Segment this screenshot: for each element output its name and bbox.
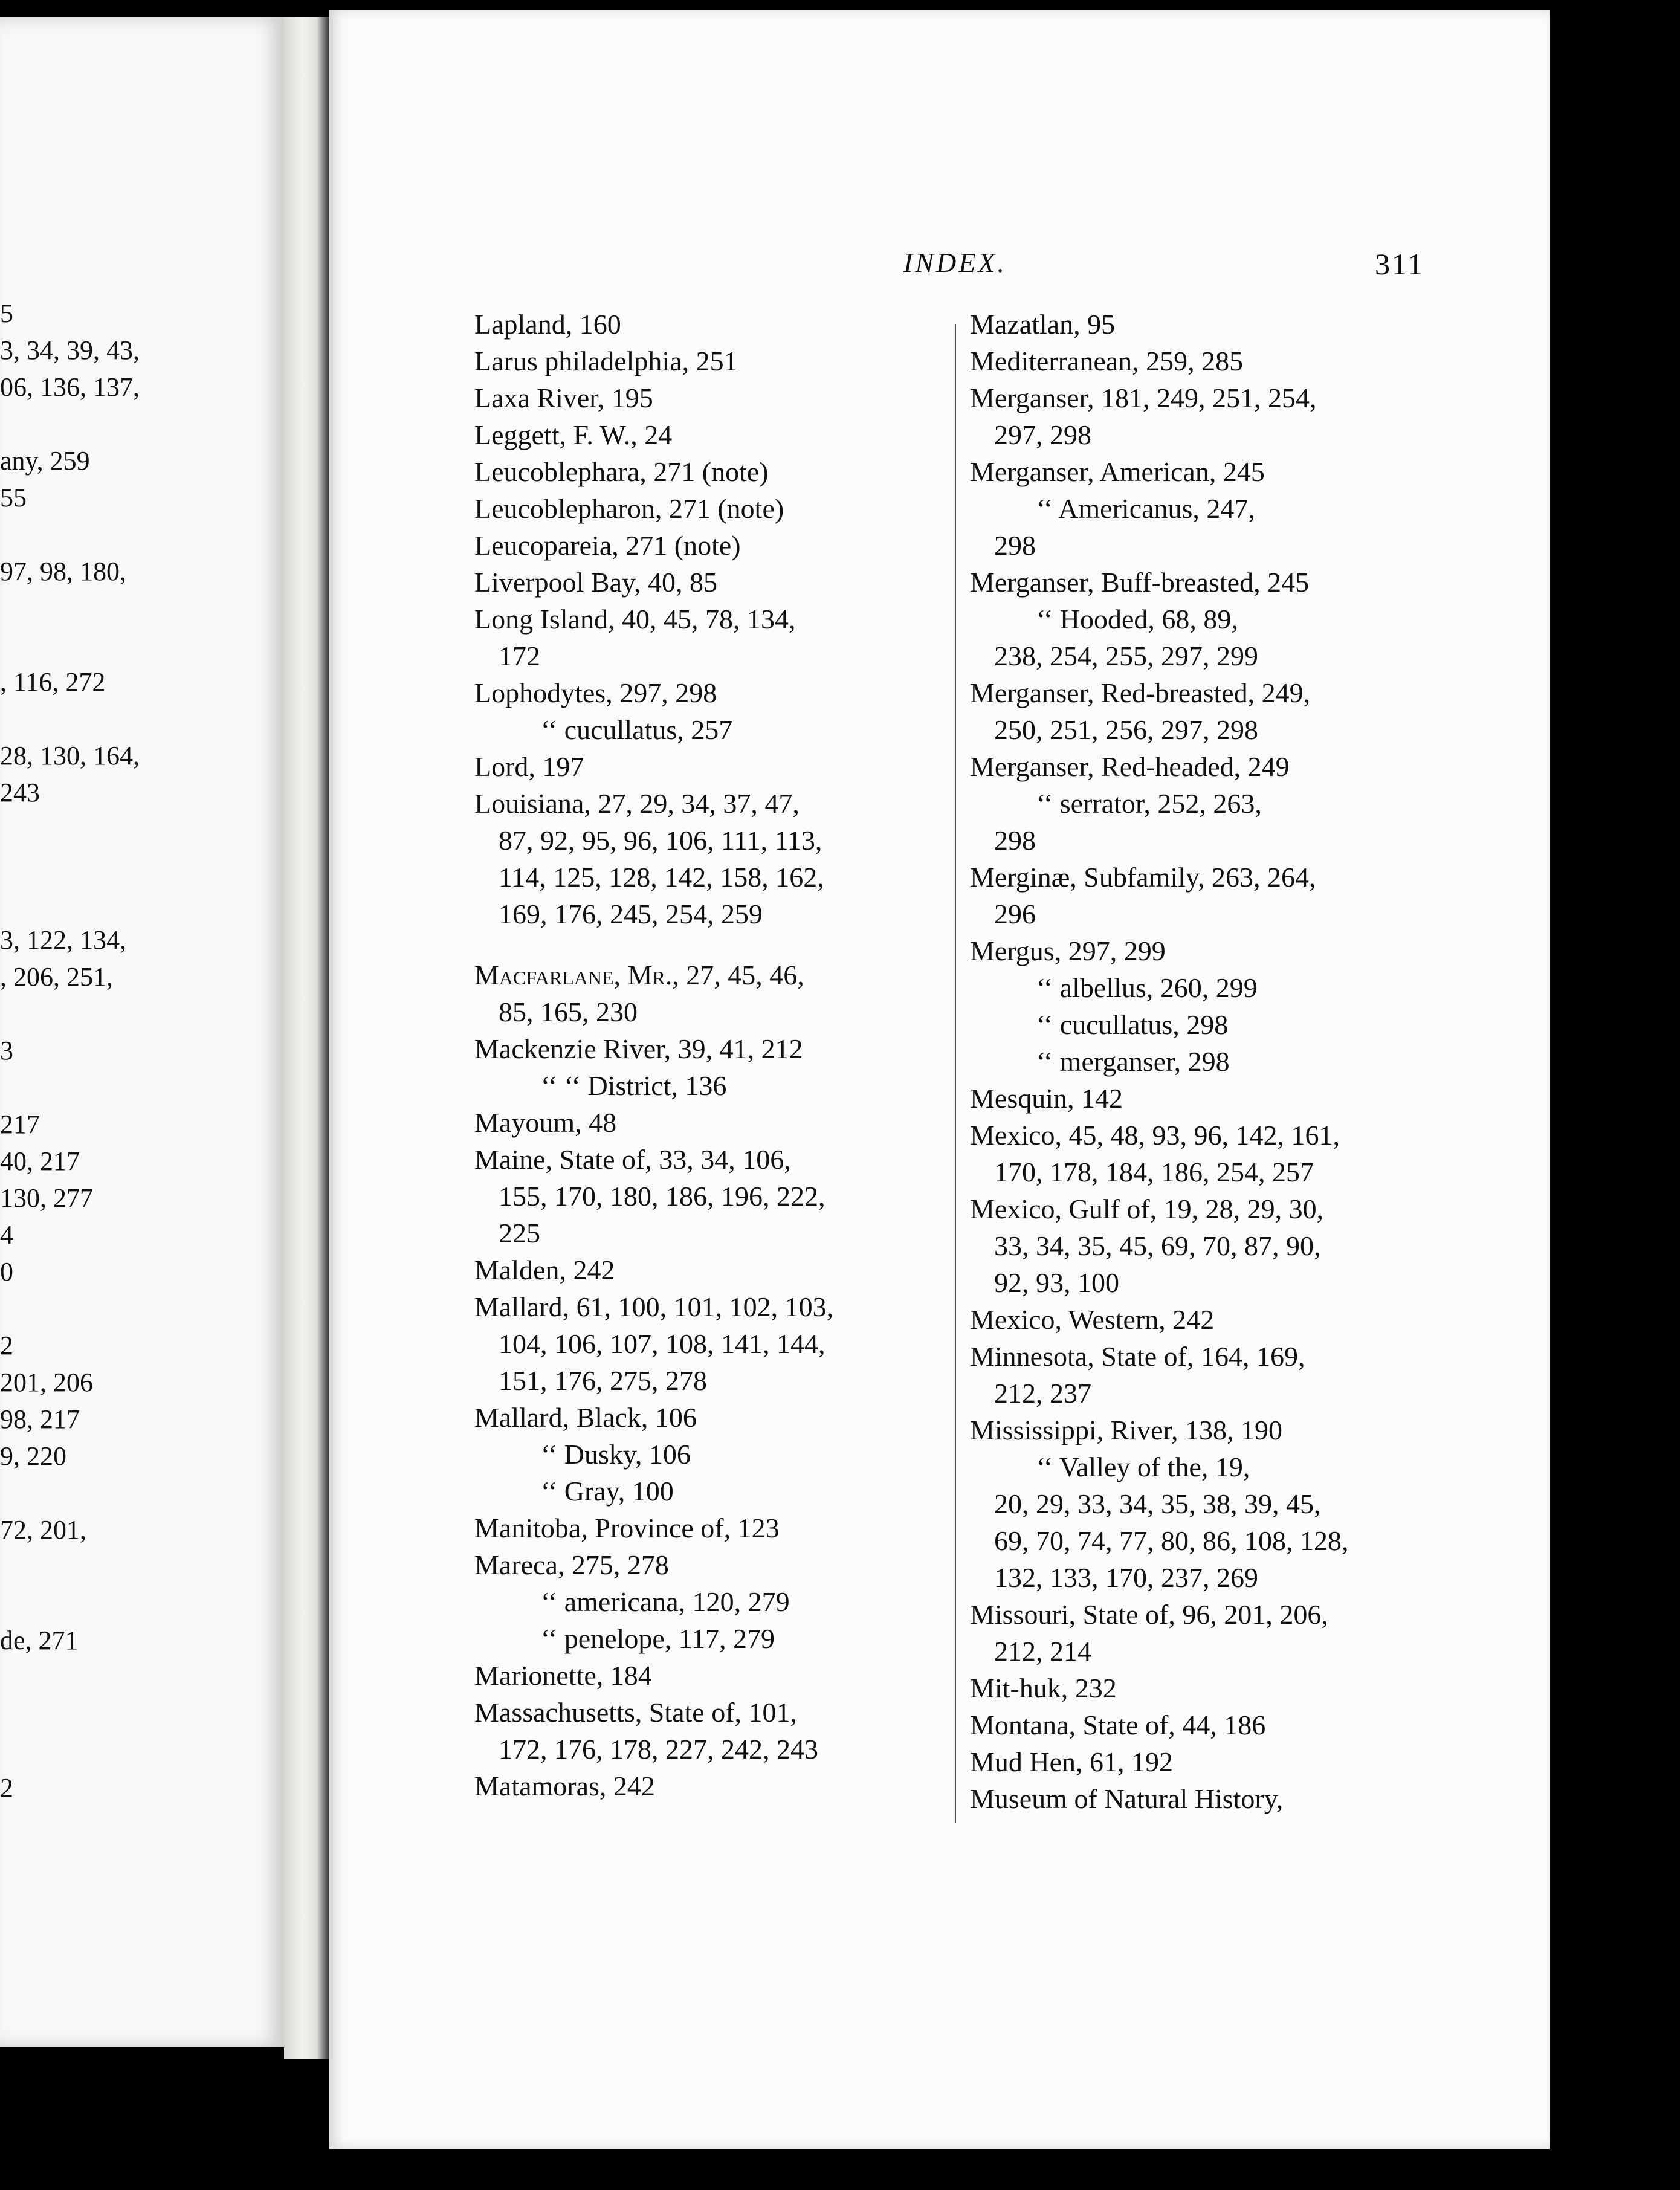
index-entry: ‘‘ merganser, 298	[1036, 1046, 1230, 1077]
left-page	[0, 17, 284, 2047]
index-entry: Malden, 242	[474, 1255, 615, 1285]
index-entry: Merganser, 181, 249, 251, 254,	[970, 383, 1317, 413]
index-entry: Louisiana, 27, 29, 34, 37, 47,	[474, 788, 800, 819]
index-entry: Mud Hen, 61, 192	[970, 1746, 1174, 1777]
index-entry: Liverpool Bay, 40, 85	[474, 567, 718, 598]
index-entry: 155, 170, 180, 186, 196, 222,	[499, 1181, 825, 1212]
index-entry: 212, 237	[994, 1378, 1091, 1409]
left-page-fragment: , 116, 272	[0, 667, 106, 697]
left-page-fragment: 06, 136, 137,	[0, 372, 140, 402]
left-page-fragment: 4	[0, 1220, 13, 1250]
left-page-fragment	[0, 1475, 284, 1511]
left-page-fragment: 2	[0, 1773, 13, 1803]
left-page-fragment: 3, 34, 39, 43,	[0, 335, 140, 365]
left-page-fragment	[0, 995, 284, 1032]
index-entry: 212, 214	[994, 1636, 1091, 1667]
index-column-left	[474, 306, 934, 1804]
left-page-fragment: 9, 220	[0, 1441, 66, 1471]
left-page-fragment: 130, 277	[0, 1183, 93, 1213]
index-entry: Merganser, Red-breasted, 249,	[970, 677, 1311, 708]
left-page-fragment	[0, 405, 284, 442]
left-page-fragment	[0, 590, 284, 627]
index-entry: 169, 176, 245, 254, 259	[499, 899, 763, 929]
left-page-fragment: 0	[0, 1257, 13, 1287]
index-entry: Laxa River, 195	[474, 383, 653, 413]
index-entry: 172, 176, 178, 227, 242, 243	[499, 1734, 818, 1765]
index-entry: Merginæ, Subfamily, 263, 264,	[970, 862, 1316, 893]
left-page-fragment	[0, 1696, 284, 1733]
index-entry: 225	[499, 1218, 540, 1248]
index-entry: Mayoum, 48	[474, 1107, 617, 1138]
index-entry: Leggett, F. W., 24	[474, 419, 673, 450]
index-entry: Mallard, 61, 100, 101, 102, 103,	[474, 1291, 834, 1322]
left-page-fragment	[0, 516, 284, 553]
left-page-fragment	[0, 885, 284, 922]
index-entry: Merganser, Buff-breasted, 245	[970, 567, 1310, 598]
index-entry: 69, 70, 74, 77, 80, 86, 108, 128,	[994, 1525, 1349, 1556]
index-entry: Massachusetts, State of, 101,	[474, 1697, 798, 1728]
index-entry: Leucoblephara, 271 (note)	[474, 456, 769, 487]
index-entry: Lapland, 160	[474, 309, 621, 340]
left-page-fragment: 201, 206	[0, 1368, 93, 1397]
index-entry: Leucopareia, 271 (note)	[474, 530, 741, 561]
left-page-fragment: 55	[0, 483, 27, 512]
left-page-fragment: 5	[0, 299, 13, 328]
left-page-fragment	[0, 1548, 284, 1585]
index-entry: Manitoba, Province of, 123	[474, 1513, 780, 1543]
index-entry: Larus philadelphia, 251	[474, 346, 738, 376]
left-page-fragment: 40, 217	[0, 1146, 80, 1176]
index-entry: ‘‘ americana, 120, 279	[541, 1586, 790, 1617]
left-page-fragments	[0, 295, 284, 1806]
left-page-fragment	[0, 811, 284, 848]
left-page-fragment: 3, 122, 134,	[0, 925, 126, 955]
index-entry: Missouri, State of, 96, 201, 206,	[970, 1599, 1328, 1630]
left-page-fragment	[0, 1733, 284, 1769]
index-entry: ‘‘ Valley of the, 19,	[1036, 1452, 1250, 1482]
index-entry: Mazatlan, 95	[970, 309, 1116, 340]
index-entry: Long Island, 40, 45, 78, 134,	[474, 604, 796, 635]
index-entry: 297, 298	[994, 419, 1091, 450]
index-entry: Mississippi, River, 138, 190	[970, 1415, 1282, 1445]
left-page-fragment	[0, 1069, 284, 1106]
index-entry: Mexico, Gulf of, 19, 28, 29, 30,	[970, 1194, 1324, 1224]
index-entry: ‘‘ serrator, 252, 263,	[1036, 788, 1262, 819]
index-entry: 151, 176, 275, 278	[499, 1365, 707, 1396]
index-entry: ‘‘ Americanus, 247,	[1036, 493, 1255, 524]
background-edge	[1550, 24, 1680, 2190]
left-page-fragment: , 206, 251,	[0, 962, 113, 992]
index-entry: Mexico, Western, 242	[970, 1304, 1215, 1335]
index-entry: Mackenzie River, 39, 41, 212	[474, 1033, 803, 1064]
index-entry: ‘‘ ‘‘ District, 136	[541, 1070, 727, 1101]
left-page-fragment	[0, 1585, 284, 1622]
left-page-fragment: 243	[0, 778, 40, 807]
right-page	[329, 10, 1550, 2149]
index-entry: Merganser, Red-headed, 249	[970, 751, 1290, 782]
index-entry: 114, 125, 128, 142, 158, 162,	[499, 862, 824, 893]
index-entry: 132, 133, 170, 237, 269	[994, 1562, 1258, 1593]
left-page-fragment	[0, 1659, 284, 1696]
column-divider	[955, 324, 956, 1823]
index-entry: 33, 34, 35, 45, 69, 70, 87, 90,	[994, 1230, 1321, 1261]
left-page-fragment	[0, 700, 284, 737]
left-page-fragment: 98, 217	[0, 1404, 80, 1434]
index-entry: Mallard, Black, 106	[474, 1402, 697, 1433]
index-entry: 238, 254, 255, 297, 299	[994, 641, 1258, 671]
index-entry: 296	[994, 899, 1036, 929]
left-page-fragment: 28, 130, 164,	[0, 741, 140, 770]
left-page-fragment	[0, 848, 284, 885]
index-entry: Mediterranean, 259, 285	[970, 346, 1244, 376]
index-entry: Lord, 197	[474, 751, 584, 782]
index-entry: ‘‘ cucullatus, 298	[1036, 1009, 1229, 1040]
left-page-fragment	[0, 1290, 284, 1327]
index-entry: 170, 178, 184, 186, 254, 257	[994, 1157, 1314, 1187]
page-header	[329, 247, 1550, 289]
index-entry: 172	[499, 641, 540, 671]
index-entry: 85, 165, 230	[499, 996, 638, 1027]
index-entry: Lophodytes, 297, 298	[474, 677, 717, 708]
index-entry: 298	[994, 530, 1036, 561]
left-page-fragment: 2	[0, 1331, 13, 1360]
index-entry: 104, 106, 107, 108, 141, 144,	[499, 1328, 825, 1359]
index-entry: Mexico, 45, 48, 93, 96, 142, 161,	[970, 1120, 1340, 1151]
index-entry: ‘‘ Gray, 100	[541, 1476, 674, 1507]
left-page-fragment	[0, 627, 284, 664]
page-number: 311	[1375, 247, 1425, 281]
index-entry: Mit-huk, 232	[970, 1673, 1117, 1704]
index-entry: ‘‘ Dusky, 106	[541, 1439, 691, 1470]
left-page-fragment: any, 259	[0, 446, 90, 476]
index-entry: Mareca, 275, 278	[474, 1549, 669, 1580]
index-column-right	[970, 306, 1459, 1817]
index-entry: Matamoras, 242	[474, 1771, 655, 1801]
left-page-fragment: de, 271	[0, 1626, 79, 1655]
left-page-fragment: 72, 201,	[0, 1515, 86, 1545]
index-entry: Maine, State of, 33, 34, 106,	[474, 1144, 791, 1175]
index-entry: ‘‘ penelope, 117, 279	[541, 1623, 775, 1654]
index-entry: ‘‘ cucullatus, 257	[541, 714, 733, 745]
index-entry: 298	[994, 825, 1036, 856]
index-entry: Mergus, 297, 299	[970, 935, 1166, 966]
index-entry: 87, 92, 95, 96, 106, 111, 113,	[499, 825, 822, 856]
index-entry: Museum of Natural History,	[970, 1783, 1284, 1814]
running-title: INDEX.	[903, 247, 1007, 278]
index-entry: Minnesota, State of, 164, 169,	[970, 1341, 1305, 1372]
index-entry: ‘‘ albellus, 260, 299	[1036, 972, 1258, 1003]
index-entry: Leucoblepharon, 271 (note)	[474, 493, 784, 524]
index-entry: Merganser, American, 245	[970, 456, 1265, 487]
left-page-fragment: 3	[0, 1036, 13, 1065]
index-entry: Mesquin, 142	[970, 1083, 1123, 1114]
index-entry: Marionette, 184	[474, 1660, 652, 1691]
index-entry: 20, 29, 33, 34, 35, 38, 39, 45,	[994, 1488, 1321, 1519]
index-entry: Montana, State of, 44, 186	[970, 1710, 1266, 1740]
index-entry: ‘‘ Hooded, 68, 89,	[1036, 604, 1238, 635]
index-entry: 92, 93, 100	[994, 1267, 1119, 1298]
index-entry: Macfarlane, Mr., 27, 45, 46,	[474, 960, 804, 990]
left-page-fragment: 97, 98, 180,	[0, 557, 126, 586]
index-entry: 250, 251, 256, 297, 298	[994, 714, 1258, 745]
left-page-fragment: 217	[0, 1110, 40, 1139]
